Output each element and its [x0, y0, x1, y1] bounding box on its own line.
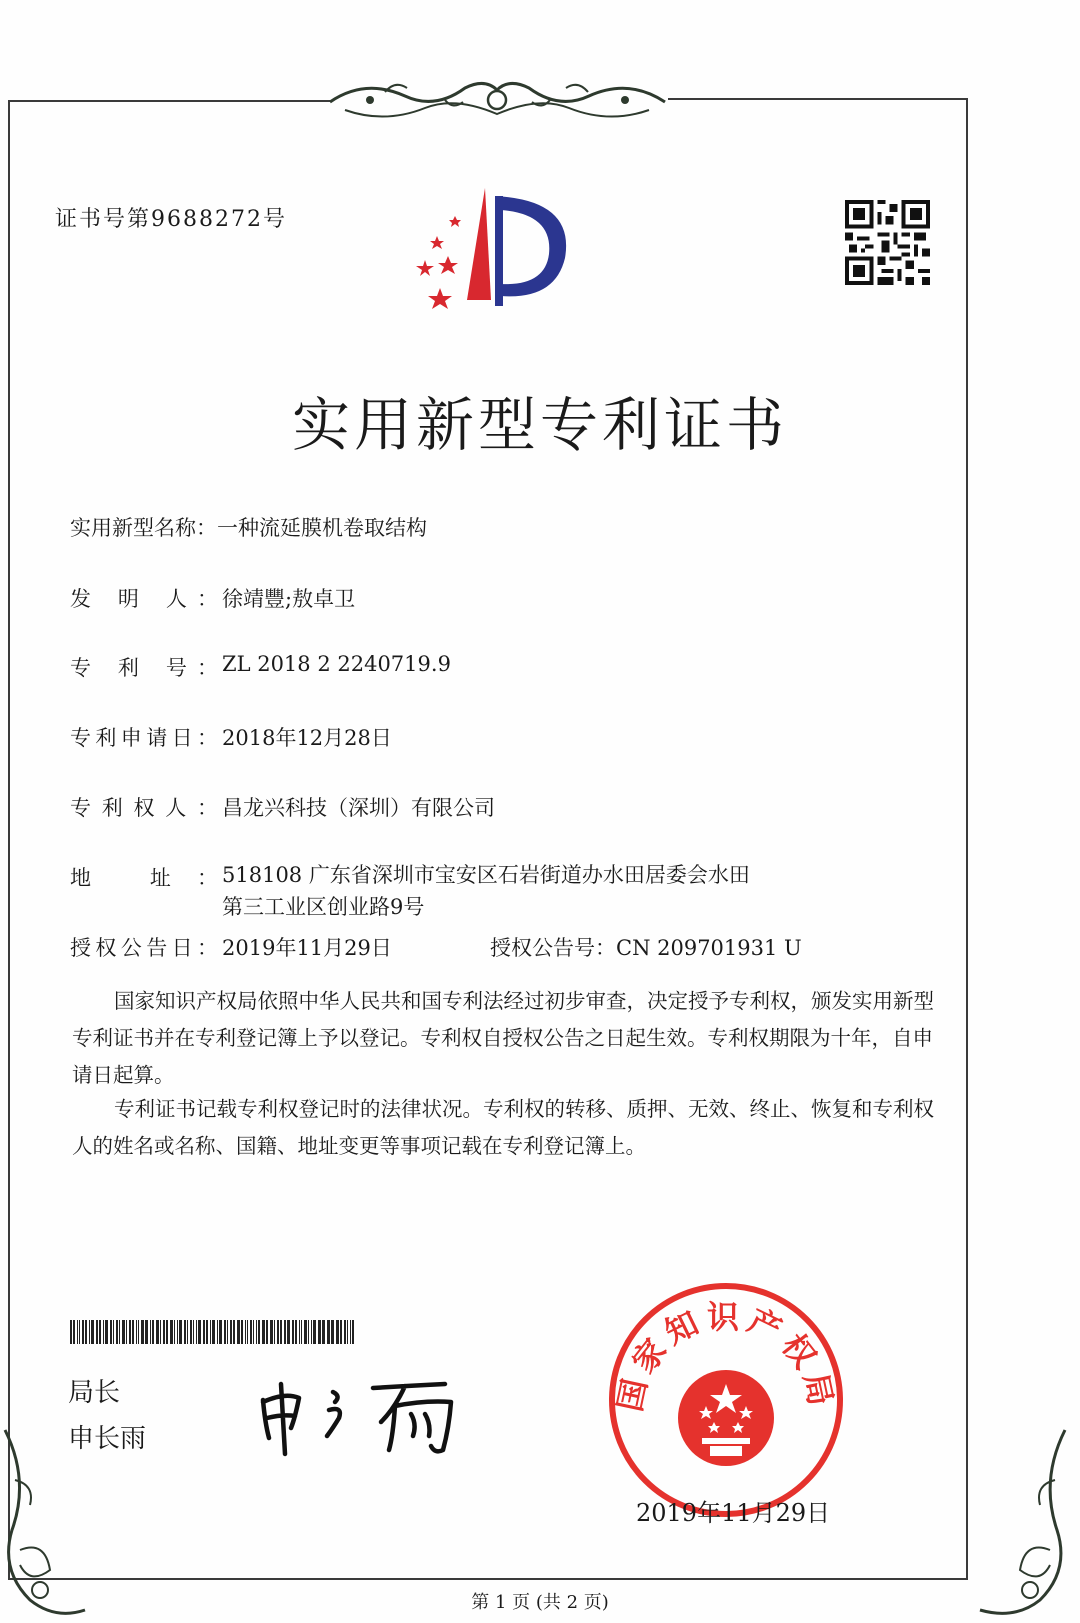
- field-utility-name-label: 实用新型名称：: [70, 516, 217, 540]
- field-grant-date-value: 2019年11月29日: [222, 936, 392, 960]
- border-left: [8, 100, 10, 1580]
- field-address-line2: 第三工业区创业路9号: [222, 895, 425, 919]
- seal-date: 2019年11月29日: [636, 1499, 831, 1527]
- director-name: 申长雨: [68, 1424, 147, 1454]
- qr-code-icon: [845, 200, 930, 285]
- border-bottom: [8, 1578, 968, 1580]
- field-patentee-label: 专利权人：: [70, 796, 218, 820]
- top-ornament: [325, 70, 670, 130]
- field-inventor-label: 发 明 人：: [70, 587, 218, 611]
- field-grant-number-label: 授权公告号：: [490, 936, 616, 960]
- barcode-icon: [70, 1320, 355, 1344]
- border-top-right: [668, 98, 968, 100]
- field-patent-number: [70, 652, 451, 682]
- field-grant-number: [490, 932, 802, 962]
- page-title: 实用新型专利证书: [291, 391, 788, 459]
- field-utility-name-value: 一种流延膜机卷取结构: [217, 516, 427, 540]
- body-paragraph-2: 专利证书记载专利权登记时的法律状况。专利权的转移、质押、无效、终止、恢复和专利权人的姓名或名称、国籍、地址变更等事项记载在专利登记簿上。: [72, 1097, 934, 1158]
- border-top-left: [8, 100, 330, 102]
- handwritten-signature: [255, 1378, 495, 1458]
- field-address-line1: 518108 广东省深圳市宝安区石岩街道办水田居委会水田: [222, 863, 750, 887]
- field-patent-number-value: ZL 2018 2 2240719.9: [222, 652, 451, 676]
- director-title: 局长: [68, 1378, 121, 1408]
- field-address-label: 地 址：: [70, 866, 218, 890]
- official-seal-icon: [606, 1280, 846, 1520]
- certificate-number: 证书号第9688272号: [55, 207, 287, 232]
- field-inventor: [70, 583, 355, 613]
- body-paragraph-1: 国家知识产权局依照中华人民共和国专利法经过初步审查，决定授予专利权，颁发实用新型专利证书并在专利登记簿上予以登记。专利权自授权公告之日起生效。专利权期限为十年，自申请日起算。: [72, 989, 934, 1087]
- field-utility-name: [70, 512, 427, 542]
- cnipa-logo-icon: [415, 188, 575, 323]
- page-footer: 第 1 页 (共 2 页): [471, 1592, 609, 1613]
- svg-text:国家知识产权局: 国家知识产权局: [610, 1298, 842, 1415]
- field-patent-number-label: 专 利 号：: [70, 656, 218, 680]
- border-right: [966, 98, 968, 1580]
- field-patentee: [70, 792, 495, 822]
- field-address: [70, 862, 750, 923]
- field-inventor-value: 徐靖豐;敖卓卫: [222, 587, 356, 611]
- field-filing-date-value: 2018年12月28日: [222, 726, 392, 750]
- field-grant-date-label: 授权公告日：: [70, 936, 218, 960]
- field-filing-date: [70, 722, 392, 752]
- field-patentee-value: 昌龙兴科技（深圳）有限公司: [222, 796, 495, 820]
- field-grant-date: [70, 932, 392, 962]
- field-filing-date-label: 专利申请日：: [70, 726, 218, 750]
- field-grant-number-value: CN 209701931 U: [616, 936, 802, 960]
